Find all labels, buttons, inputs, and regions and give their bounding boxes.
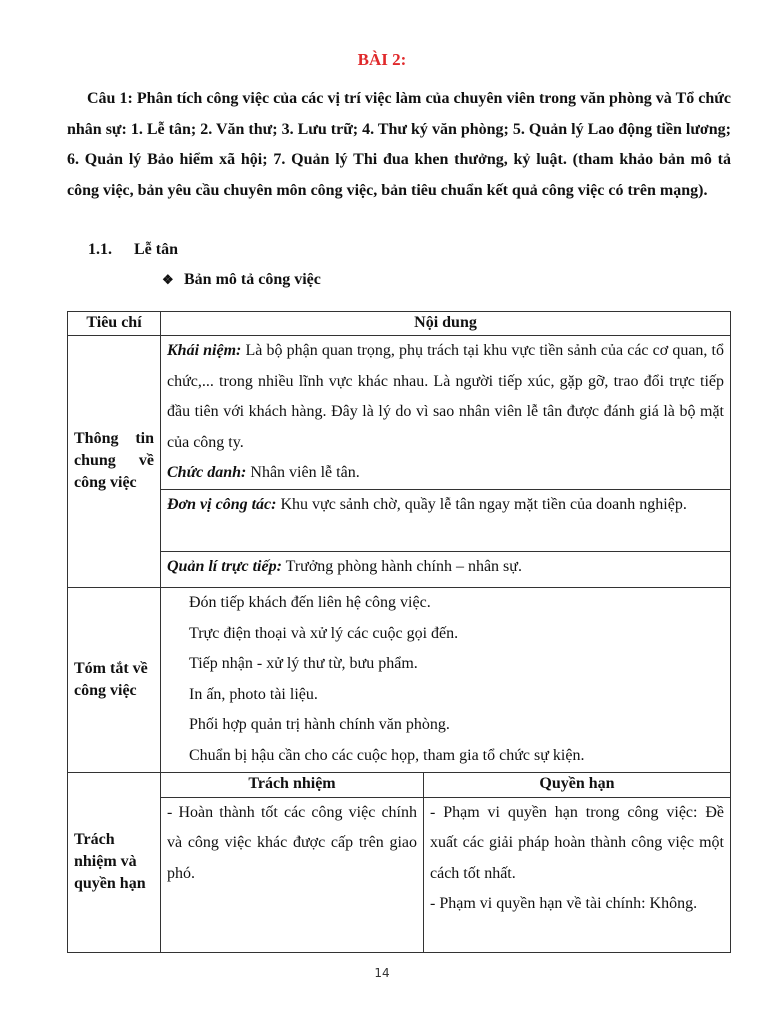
list-item: Tiếp nhận - xử lý thư từ, bưu phẩm. — [189, 655, 418, 672]
question-text: Câu 1: Phân tích công việc của các vị trí việc làm của chuyên viên trong văn phòng và Tổ chức nhân sự: 1. Lễ tân; 2. Văn thư; 3. Lưu trữ; 4. Thư ký văn phòng; 5. Quản lý Lao động tiền lương; 6. Quản lý Bảo hiểm xã hội; 7. Quản lý Thi đua khen thưởng, kỷ luật. (tham khảo bản mô tả công việc, bản yêu cầu chuyên môn công việc, bản tiêu chuẩn kết quả công việc có trên mạng). — [67, 90, 731, 199]
rights-item: - Phạm vi quyền hạn về tài chính: Không. — [430, 895, 698, 912]
label-line: Thông tin — [74, 430, 154, 448]
responsibility-content — [161, 772, 731, 952]
table-row-general — [68, 336, 731, 490]
concept-term: Khái niệm: — [167, 342, 242, 359]
title-text: Nhân viên lễ tân. — [246, 464, 360, 481]
manager-text: Trưởng phòng hành chính – nhân sự. — [281, 557, 522, 575]
assignment-title: BÀI 2: — [357, 50, 407, 69]
list-item: Đón tiếp khách đến liên hệ công việc. — [189, 594, 431, 611]
table-row-manager — [68, 551, 731, 587]
summary-label — [68, 587, 161, 772]
unit-text: Khu vực sảnh chờ, quầy lễ tân ngay mặt tiền của doanh nghiệp. — [276, 495, 687, 513]
responsibility-table — [161, 773, 730, 952]
manager-cell — [161, 551, 731, 587]
table-header-row — [68, 312, 731, 336]
inner-header-row — [161, 773, 730, 798]
table-row-unit — [68, 489, 731, 551]
general-concept-cell — [161, 336, 731, 490]
page-number: 14 — [374, 966, 390, 980]
list-item: Phối hợp quản trị hành chính văn phòng. — [189, 716, 450, 733]
header-criteria: Tiêu chí — [68, 312, 161, 336]
subsection-label: Bản mô tả công việc — [184, 271, 321, 288]
label-line: chung về — [74, 452, 154, 470]
job-description-table — [67, 311, 731, 953]
label-line: công việc — [74, 681, 137, 699]
subsection-heading — [162, 271, 321, 289]
section-heading — [88, 241, 178, 259]
label-line: công việc — [74, 474, 137, 492]
manager-term: Quản lí trực tiếp: — [167, 557, 282, 575]
header-content: Nội dung — [161, 312, 731, 336]
header-rights: Quyền hạn — [424, 773, 731, 798]
unit-cell — [161, 489, 731, 551]
list-item: Trực điện thoại và xử lý các cuộc gọi đến. — [189, 624, 459, 642]
header-duties: Trách nhiệm — [161, 773, 424, 798]
section-number: 1.1. — [88, 241, 112, 258]
label-line: Tóm tắt về — [74, 659, 148, 677]
concept-text: Là bộ phận quan trọng, phụ trách tại khu vực tiền sảnh của các cơ quan, tổ chức,... trong nhiều lĩnh vực khác nhau. Là người tiếp xúc, gặp gỡ, trao đổi trực tiếp đầu tiên với khách hàng. Đây là lý do vì sao nhân viên lễ tân được đánh giá là bộ mặt của công ty. — [167, 342, 725, 451]
general-label — [68, 336, 161, 588]
unit-term: Đơn vị công tác: — [167, 495, 277, 513]
list-item: Chuẩn bị hậu cần cho các cuộc họp, tham gia tổ chức sự kiện. — [189, 746, 585, 764]
duties-cell: - Hoàn thành tốt các công việc chính và công việc khác được cấp trên giao phó. — [161, 797, 424, 952]
inner-content-row — [161, 797, 730, 952]
question-paragraph — [67, 84, 731, 206]
list-item: In ấn, photo tài liệu. — [189, 685, 318, 703]
label-line: Trách — [74, 831, 115, 848]
summary-list — [161, 587, 731, 772]
responsibility-label — [68, 772, 161, 952]
label-line: quyền hạn — [74, 875, 146, 892]
diamond-bullet-icon: ❖ — [162, 272, 174, 287]
table-row-responsibility — [68, 772, 731, 952]
title-term: Chức danh: — [167, 464, 247, 481]
section-label: Lễ tân — [134, 241, 178, 258]
table-row-summary — [68, 587, 731, 772]
label-line: nhiệm và — [74, 853, 137, 870]
rights-cell — [424, 797, 731, 952]
rights-item: - Phạm vi quyền hạn trong công việc: Đề xuất các giải pháp hoàn thành công việc một cách tốt nhất. — [430, 803, 724, 882]
